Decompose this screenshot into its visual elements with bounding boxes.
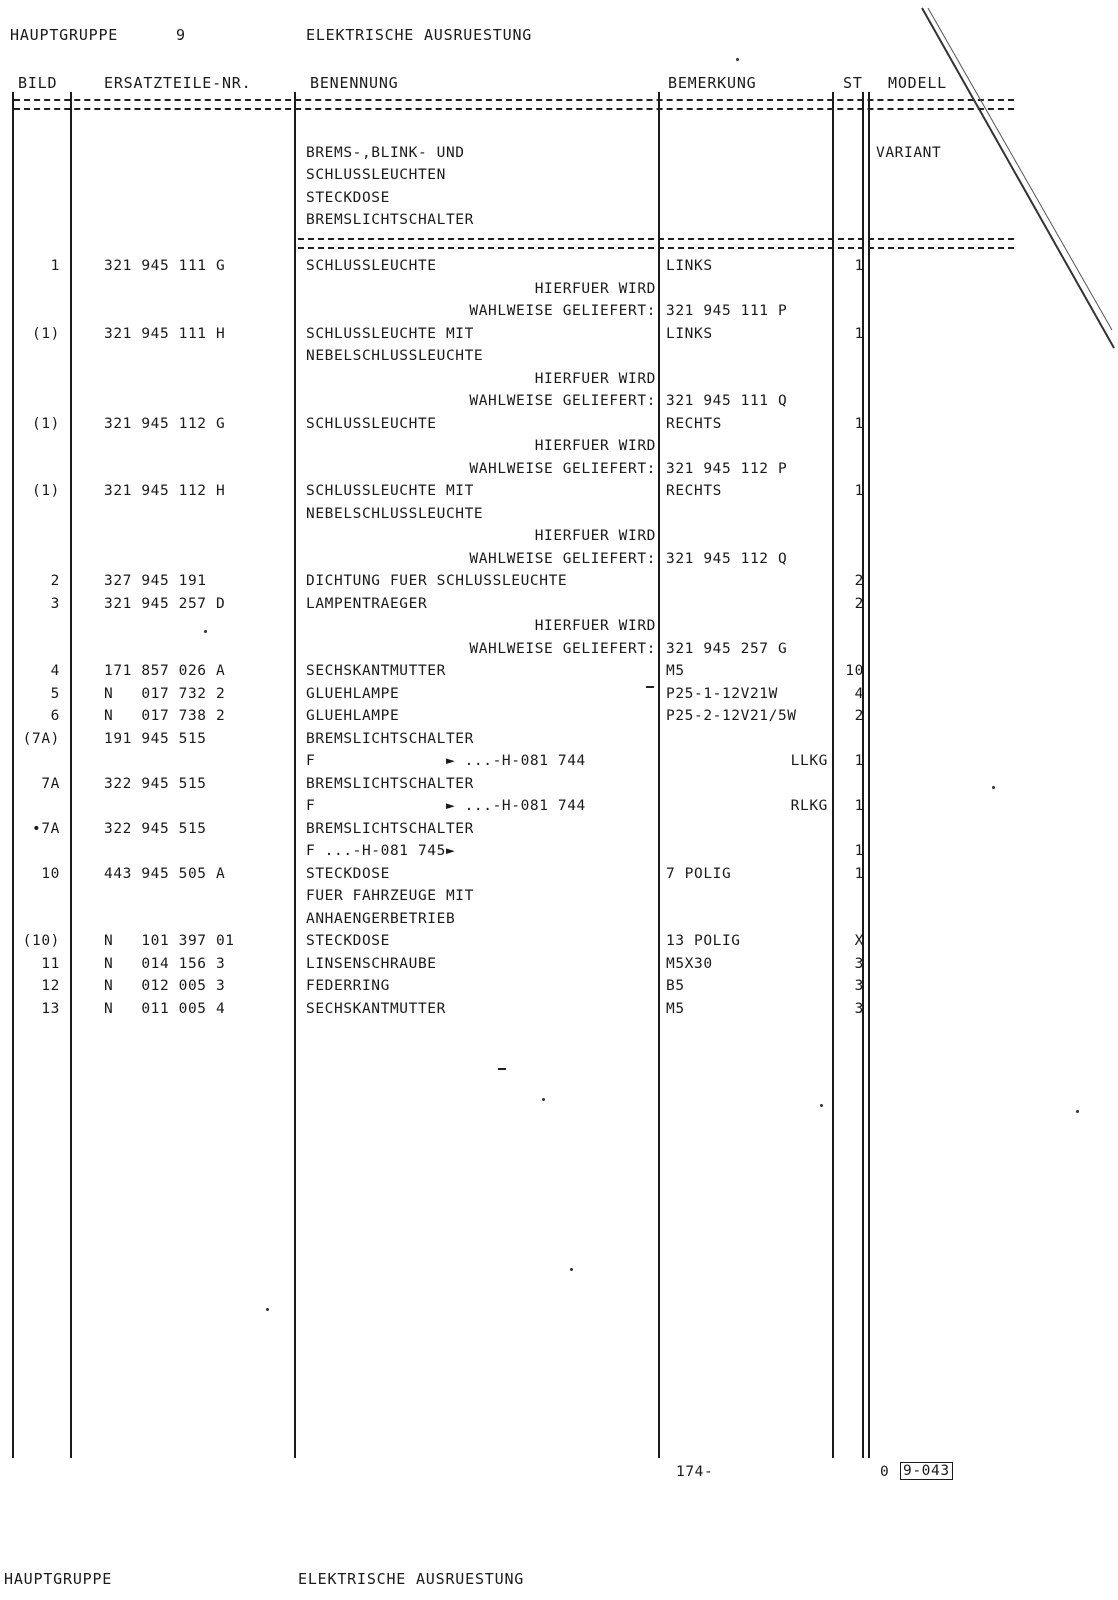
- benennung: WAHLWEISE GELIEFERT:: [469, 550, 656, 567]
- benennung: WAHLWEISE GELIEFERT:: [469, 640, 656, 657]
- table-row: [0, 818, 1118, 840]
- table-row: [0, 435, 1118, 457]
- header-separator: [14, 99, 1014, 110]
- hauptgruppe-number: 9: [176, 26, 186, 44]
- column-header-bemerkung: BEMERKUNG: [668, 74, 757, 92]
- quantity: 1: [854, 415, 864, 432]
- column-header-modell: MODELL: [888, 74, 947, 92]
- bild: 5: [50, 685, 60, 702]
- part-number: 322 945 515: [104, 775, 207, 792]
- table-row: [0, 638, 1118, 660]
- table-row: [0, 975, 1118, 997]
- quantity: 1: [854, 798, 864, 814]
- bemerkung: LLKG: [790, 753, 828, 769]
- bemerkung: M5: [666, 1000, 685, 1017]
- part-number: N 011 005 4: [104, 1000, 226, 1017]
- benennung: HIERFUER WIRD: [534, 370, 656, 387]
- bemerkung: B5: [666, 978, 685, 994]
- table-row: [0, 458, 1118, 480]
- bild: (7A): [22, 730, 60, 747]
- benennung: SECHSKANTMUTTER: [306, 663, 446, 679]
- bild: (1): [32, 483, 60, 499]
- intro-line: SCHLUSSLEUCHTEN: [306, 167, 446, 183]
- quantity: 1: [854, 843, 864, 859]
- page-code-prefix: 0: [880, 1464, 890, 1480]
- bemerkung: 321 945 112 P: [666, 460, 788, 477]
- column-header-st: ST: [843, 74, 863, 92]
- bild: 7A: [41, 775, 60, 792]
- part-number: 321 945 111 G: [104, 258, 226, 274]
- quantity: 1: [854, 483, 864, 499]
- quantity: 10: [845, 663, 864, 679]
- bemerkung: RLKG: [790, 798, 828, 814]
- bild: (10): [22, 933, 60, 949]
- quantity: 3: [854, 1000, 864, 1017]
- scan-speck: [992, 786, 995, 789]
- bemerkung: LINKS: [666, 325, 713, 342]
- benennung: F ...-H-081 745►: [306, 843, 456, 859]
- bemerkung: M5: [666, 663, 685, 679]
- benennung: WAHLWEISE GELIEFERT:: [469, 393, 656, 409]
- benennung: FEDERRING: [306, 978, 390, 994]
- table-row: [0, 773, 1118, 795]
- quantity: 1: [854, 865, 864, 882]
- table-row: [0, 728, 1118, 750]
- quantity: 2: [854, 708, 864, 724]
- scan-speck: [498, 1068, 506, 1070]
- table-row: [0, 593, 1118, 615]
- part-number: 321 945 112 G: [104, 415, 226, 432]
- table-row: [0, 660, 1118, 682]
- part-number: 322 945 515: [104, 820, 207, 837]
- benennung: STECKDOSE: [306, 865, 390, 882]
- benennung: F ► ...-H-081 744: [306, 798, 586, 814]
- table-row: [0, 750, 1118, 772]
- bild: (1): [32, 325, 60, 342]
- benennung: SCHLUSSLEUCHTE: [306, 415, 437, 432]
- intro-line: BREMS-,BLINK- UND: [306, 145, 465, 161]
- scan-speck: [542, 1098, 545, 1101]
- part-number: N 101 397 01: [104, 933, 235, 949]
- next-page-title: ELEKTRISCHE AUSRUESTUNG: [298, 1570, 525, 1588]
- part-number: 327 945 191: [104, 573, 207, 589]
- column-header-nr: ERSATZTEILE-NR.: [104, 74, 252, 92]
- bild: 4: [50, 663, 60, 679]
- hauptgruppe-label: HAUPTGRUPPE: [10, 26, 119, 44]
- bemerkung: P25-1-12V21W: [666, 685, 778, 702]
- quantity: 1: [854, 325, 864, 342]
- benennung: HIERFUER WIRD: [534, 280, 656, 297]
- page-code: 9-043: [900, 1462, 953, 1480]
- part-number: 321 945 112 H: [104, 483, 226, 499]
- bemerkung: 321 945 112 Q: [666, 550, 788, 567]
- bild: 1: [50, 258, 60, 274]
- bild: 2: [50, 573, 60, 589]
- part-number: N 017 738 2: [104, 708, 226, 724]
- bemerkung: RECHTS: [666, 415, 722, 432]
- part-number: N 012 005 3: [104, 978, 226, 994]
- scan-speck: [1076, 1110, 1079, 1113]
- bemerkung: 321 945 257 G: [666, 640, 788, 657]
- table-row: [0, 885, 1118, 907]
- benennung: HIERFUER WIRD: [534, 438, 656, 454]
- table-row: [0, 795, 1118, 817]
- part-number: N 017 732 2: [104, 685, 226, 702]
- benennung: NEBELSCHLUSSLEUCHTE: [306, 348, 484, 364]
- table-row: [0, 368, 1118, 390]
- benennung: NEBELSCHLUSSLEUCHTE: [306, 505, 484, 522]
- table-row: [0, 840, 1118, 862]
- bild: 6: [50, 708, 60, 724]
- page-title: ELEKTRISCHE AUSRUESTUNG: [306, 26, 533, 44]
- bemerkung: RECHTS: [666, 483, 722, 499]
- modell-value: VARIANT: [876, 145, 942, 161]
- scan-speck: [570, 1268, 573, 1271]
- bemerkung: 13 POLIG: [666, 933, 741, 949]
- page-number: 174-: [676, 1464, 714, 1480]
- bemerkung: 7 POLIG: [666, 865, 732, 882]
- next-hauptgruppe-label: HAUPTGRUPPE: [4, 1570, 113, 1588]
- benennung: LINSENSCHRAUBE: [306, 955, 437, 972]
- quantity: 2: [854, 595, 864, 612]
- benennung: STECKDOSE: [306, 933, 390, 949]
- benennung: ANHAENGERBETRIEB: [306, 910, 456, 927]
- bild: •7A: [32, 820, 60, 837]
- scan-speck: [646, 686, 654, 688]
- benennung: GLUEHLAMPE: [306, 685, 400, 702]
- quantity: 1: [854, 258, 864, 274]
- table-row: [0, 683, 1118, 705]
- column-header-bild: BILD: [18, 74, 58, 92]
- benennung: SCHLUSSLEUCHTE MIT: [306, 483, 474, 499]
- table-row: [0, 863, 1118, 885]
- table-row: [0, 705, 1118, 727]
- quantity: 4: [854, 685, 864, 702]
- scan-speck: [204, 630, 207, 633]
- benennung: WAHLWEISE GELIEFERT:: [469, 460, 656, 477]
- bild: 12: [41, 978, 60, 994]
- benennung: BREMSLICHTSCHALTER: [306, 730, 474, 747]
- benennung: HIERFUER WIRD: [534, 618, 656, 634]
- benennung: SCHLUSSLEUCHTE MIT: [306, 325, 474, 342]
- quantity: 2: [854, 573, 864, 589]
- table-row: [0, 615, 1118, 637]
- benennung: WAHLWEISE GELIEFERT:: [469, 303, 656, 319]
- bemerkung: M5X30: [666, 955, 713, 972]
- bild: (1): [32, 415, 60, 432]
- intro-line: BREMSLICHTSCHALTER: [306, 212, 474, 228]
- table-row: [0, 930, 1118, 952]
- bemerkung: P25-2-12V21/5W: [666, 708, 797, 724]
- table-row: [0, 548, 1118, 570]
- quantity: 3: [854, 955, 864, 972]
- quantity: 3: [854, 978, 864, 994]
- bild: 3: [50, 595, 60, 612]
- benennung: F ► ...-H-081 744: [306, 753, 586, 769]
- quantity: X: [854, 933, 864, 949]
- table-row: [0, 413, 1118, 435]
- scan-speck: [820, 1104, 823, 1107]
- strike-line: [900, 0, 1118, 360]
- table-row: [0, 390, 1118, 412]
- scan-speck: [266, 1308, 269, 1311]
- table-row: [0, 503, 1118, 525]
- benennung: SCHLUSSLEUCHTE: [306, 258, 437, 274]
- scan-speck: [736, 58, 739, 61]
- part-number: 443 945 505 A: [104, 865, 226, 882]
- intro-line: STECKDOSE: [306, 190, 390, 206]
- benennung: DICHTUNG FUER SCHLUSSLEUCHTE: [306, 573, 568, 589]
- table-row: [0, 953, 1118, 975]
- quantity: 1: [854, 753, 864, 769]
- bild: 13: [41, 1000, 60, 1017]
- benennung: SECHSKANTMUTTER: [306, 1000, 446, 1017]
- part-number: 321 945 257 D: [104, 595, 226, 612]
- bild: 10: [41, 865, 60, 882]
- table-row: [0, 480, 1118, 502]
- benennung: BREMSLICHTSCHALTER: [306, 820, 474, 837]
- part-number: 191 945 515: [104, 730, 207, 747]
- table-row: [0, 570, 1118, 592]
- benennung: GLUEHLAMPE: [306, 708, 400, 724]
- benennung: HIERFUER WIRD: [534, 528, 656, 544]
- benennung: BREMSLICHTSCHALTER: [306, 775, 474, 792]
- part-number: 171 857 026 A: [104, 663, 226, 679]
- bemerkung: 321 945 111 P: [666, 303, 788, 319]
- bemerkung: 321 945 111 Q: [666, 393, 788, 409]
- bemerkung: LINKS: [666, 258, 713, 274]
- benennung: LAMPENTRAEGER: [306, 595, 428, 612]
- table-row: [0, 525, 1118, 547]
- table-row: [0, 998, 1118, 1020]
- column-header-benennung: BENENNUNG: [310, 74, 399, 92]
- part-number: 321 945 111 H: [104, 325, 226, 342]
- table-row: [0, 908, 1118, 930]
- benennung: FUER FAHRZEUGE MIT: [306, 888, 474, 904]
- part-number: N 014 156 3: [104, 955, 226, 972]
- bild: 11: [41, 955, 60, 972]
